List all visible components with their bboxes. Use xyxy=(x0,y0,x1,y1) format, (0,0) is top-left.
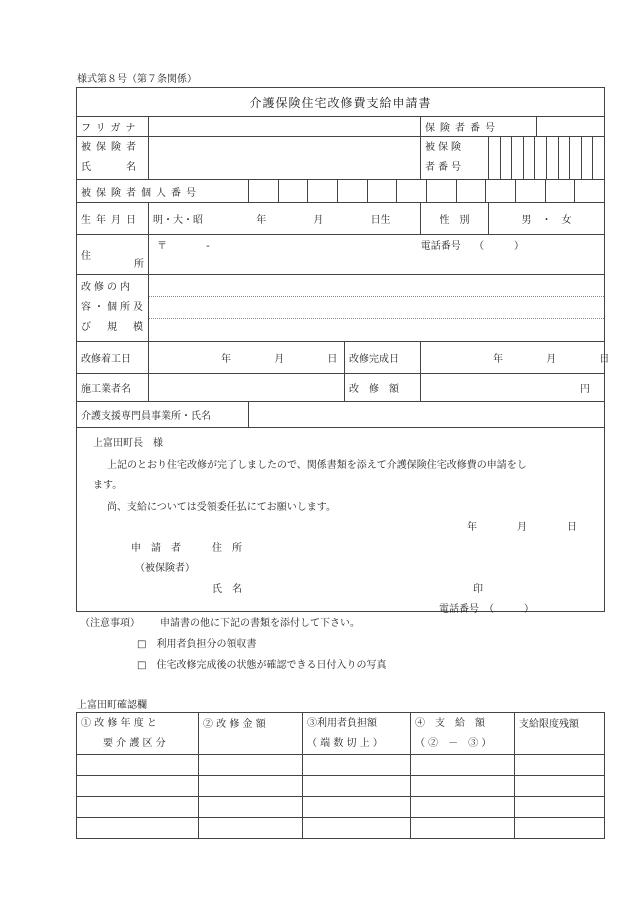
address-label xyxy=(77,235,149,275)
form-title: 介護保険住宅改修費支給申請書 xyxy=(77,88,605,117)
applicant-phone: 電話番号 （ ） xyxy=(439,604,534,615)
label-line: 被保険 xyxy=(425,142,464,153)
table-cell[interactable] xyxy=(199,797,303,818)
header-line: ③利用者負担額 xyxy=(307,717,377,729)
application-form xyxy=(76,87,610,615)
header-line: 支給限度残額 xyxy=(519,719,579,730)
start-year-unit: 年 xyxy=(221,354,231,365)
header-line: ② 改 修 金 額 xyxy=(203,719,266,730)
contractor-field[interactable] xyxy=(149,374,345,402)
phone-paren: （ ） xyxy=(473,241,524,252)
end-month-unit: 月 xyxy=(546,354,557,365)
table-cell[interactable] xyxy=(303,797,411,818)
label-part: 住 xyxy=(81,251,91,262)
request-day-unit: 日 xyxy=(567,522,577,533)
renovation-content-label xyxy=(77,275,149,342)
personal-number-label: 被保険者個人番号 xyxy=(77,180,249,203)
insured-number-label xyxy=(421,137,489,180)
birth-day-unit: 日生 xyxy=(370,215,391,226)
table-cell[interactable] xyxy=(303,818,411,839)
header-user-burden xyxy=(303,713,411,755)
note-item-receipt: □ 利用者負担分の領収書 xyxy=(137,639,257,650)
table-cell[interactable] xyxy=(515,818,605,839)
birthdate-field[interactable] xyxy=(149,203,421,235)
table-cell[interactable] xyxy=(303,755,411,776)
table-cell[interactable] xyxy=(411,797,515,818)
header-line: （ ② － ③ ） xyxy=(415,737,492,749)
label-line: 者番号 xyxy=(425,162,464,173)
address-field[interactable] xyxy=(149,235,605,275)
label-line: 容・個所及 xyxy=(81,302,146,313)
table-row xyxy=(77,755,605,776)
end-date-field[interactable] xyxy=(421,342,610,374)
gender-options[interactable]: 男 ・ 女 xyxy=(489,203,605,235)
table-cell[interactable] xyxy=(199,776,303,797)
gender-label: 性 別 xyxy=(421,203,489,235)
request-month-unit: 月 xyxy=(517,522,527,533)
furigana-field[interactable] xyxy=(149,117,421,137)
header-reno-amount xyxy=(199,713,303,755)
label-line: 被保険者 xyxy=(81,142,141,153)
contractor-label: 施工業者名 xyxy=(77,374,149,402)
amount-field[interactable] xyxy=(421,374,605,402)
confirmation-table xyxy=(76,712,605,839)
notes-text: 申請書の他に下記の書類を添付して下さい。 xyxy=(160,618,360,629)
header-year-care xyxy=(77,713,199,755)
request-body-2: ます。 xyxy=(93,480,123,491)
postal-dash: - xyxy=(206,241,210,252)
header-line: （ 端 数 切 上 ） xyxy=(307,737,383,749)
form-number: 様式第８号（第７条関係） xyxy=(77,74,197,85)
label-line: 改修の内 xyxy=(81,282,133,293)
header-line: 要 介 護 区 分 xyxy=(103,737,166,749)
start-month-unit: 月 xyxy=(274,354,285,365)
end-year-unit: 年 xyxy=(493,354,503,365)
renovation-content-field[interactable] xyxy=(149,275,605,342)
request-year-unit: 年 xyxy=(467,522,477,533)
header-payment xyxy=(411,713,515,755)
addressee: 上富田町長 様 xyxy=(93,438,163,449)
birth-month-unit: 月 xyxy=(313,215,324,226)
table-cell[interactable] xyxy=(77,755,199,776)
care-support-label: 介護支援専門員事業所・氏名 xyxy=(77,402,249,428)
postal-mark: 〒 xyxy=(157,241,167,252)
table-cell[interactable] xyxy=(77,797,199,818)
start-date-field[interactable] xyxy=(149,342,345,374)
amount-label: 改修額 xyxy=(345,374,421,402)
table-cell[interactable] xyxy=(411,755,515,776)
table-cell[interactable] xyxy=(77,776,199,797)
table-row xyxy=(77,776,605,797)
phone-label: 電話番号 xyxy=(420,241,461,252)
header-line: ① 改 修 年 度 と xyxy=(81,717,157,729)
label-line: 氏 名 xyxy=(81,162,141,173)
insurer-number-field[interactable] xyxy=(537,117,605,137)
request-section xyxy=(77,428,605,615)
table-cell[interactable] xyxy=(303,776,411,797)
table-cell[interactable] xyxy=(199,818,303,839)
table-cell[interactable] xyxy=(411,776,515,797)
insured-name-field[interactable] xyxy=(149,137,421,180)
confirmation-title: 上富田町確認欄 xyxy=(77,700,147,711)
start-date-label: 改修着工日 xyxy=(77,342,149,374)
insured-name-label xyxy=(77,137,149,180)
furigana-label: フリガナ xyxy=(77,117,149,137)
era-options: 明・大・昭 xyxy=(153,215,203,226)
table-cell[interactable] xyxy=(515,797,605,818)
request-body-1: 上記のとおり住宅改修が完了しましたので、関係書類を添えて介護保険住宅改修費の申請をし xyxy=(107,460,527,471)
applicant-label: 申 請 者 xyxy=(131,543,181,554)
header-limit-remaining xyxy=(515,713,605,755)
yen-unit: 円 xyxy=(580,384,591,395)
start-day-unit: 日 xyxy=(327,354,338,365)
personal-number-boxes[interactable] xyxy=(249,180,605,203)
table-row xyxy=(77,818,605,839)
request-body-3: 尚、支給については受領委任払にてお願いします。 xyxy=(107,502,336,513)
table-cell[interactable] xyxy=(411,818,515,839)
insured-paren-label: （被保険者） xyxy=(135,563,195,574)
applicant-address-label: 住 所 xyxy=(212,543,242,554)
birth-year-unit: 年 xyxy=(256,215,267,226)
end-date-label: 改修完成日 xyxy=(345,342,421,374)
table-row xyxy=(77,797,605,818)
label-line: び 規 模 xyxy=(81,322,146,333)
header-line: ④ 支 給 額 xyxy=(415,717,485,729)
insured-number-boxes[interactable] xyxy=(489,137,605,180)
end-day-unit: 日 xyxy=(599,354,610,365)
table-cell[interactable] xyxy=(77,818,199,839)
insurer-number-label: 保険者番号 xyxy=(421,117,537,137)
care-support-field[interactable] xyxy=(249,402,605,428)
table-cell[interactable] xyxy=(199,755,303,776)
applicant-name-label: 氏 名 xyxy=(212,584,242,595)
table-cell[interactable] xyxy=(515,776,605,797)
notes-heading: （注意事項） xyxy=(80,618,140,629)
birthdate-label: 生年月日 xyxy=(77,203,149,235)
seal-mark: 印 xyxy=(473,584,483,595)
table-cell[interactable] xyxy=(515,755,605,776)
label-part: 所 xyxy=(134,259,144,270)
note-item-photo: □ 住宅改修完成後の状態が確認できる日付入りの写真 xyxy=(137,660,387,671)
